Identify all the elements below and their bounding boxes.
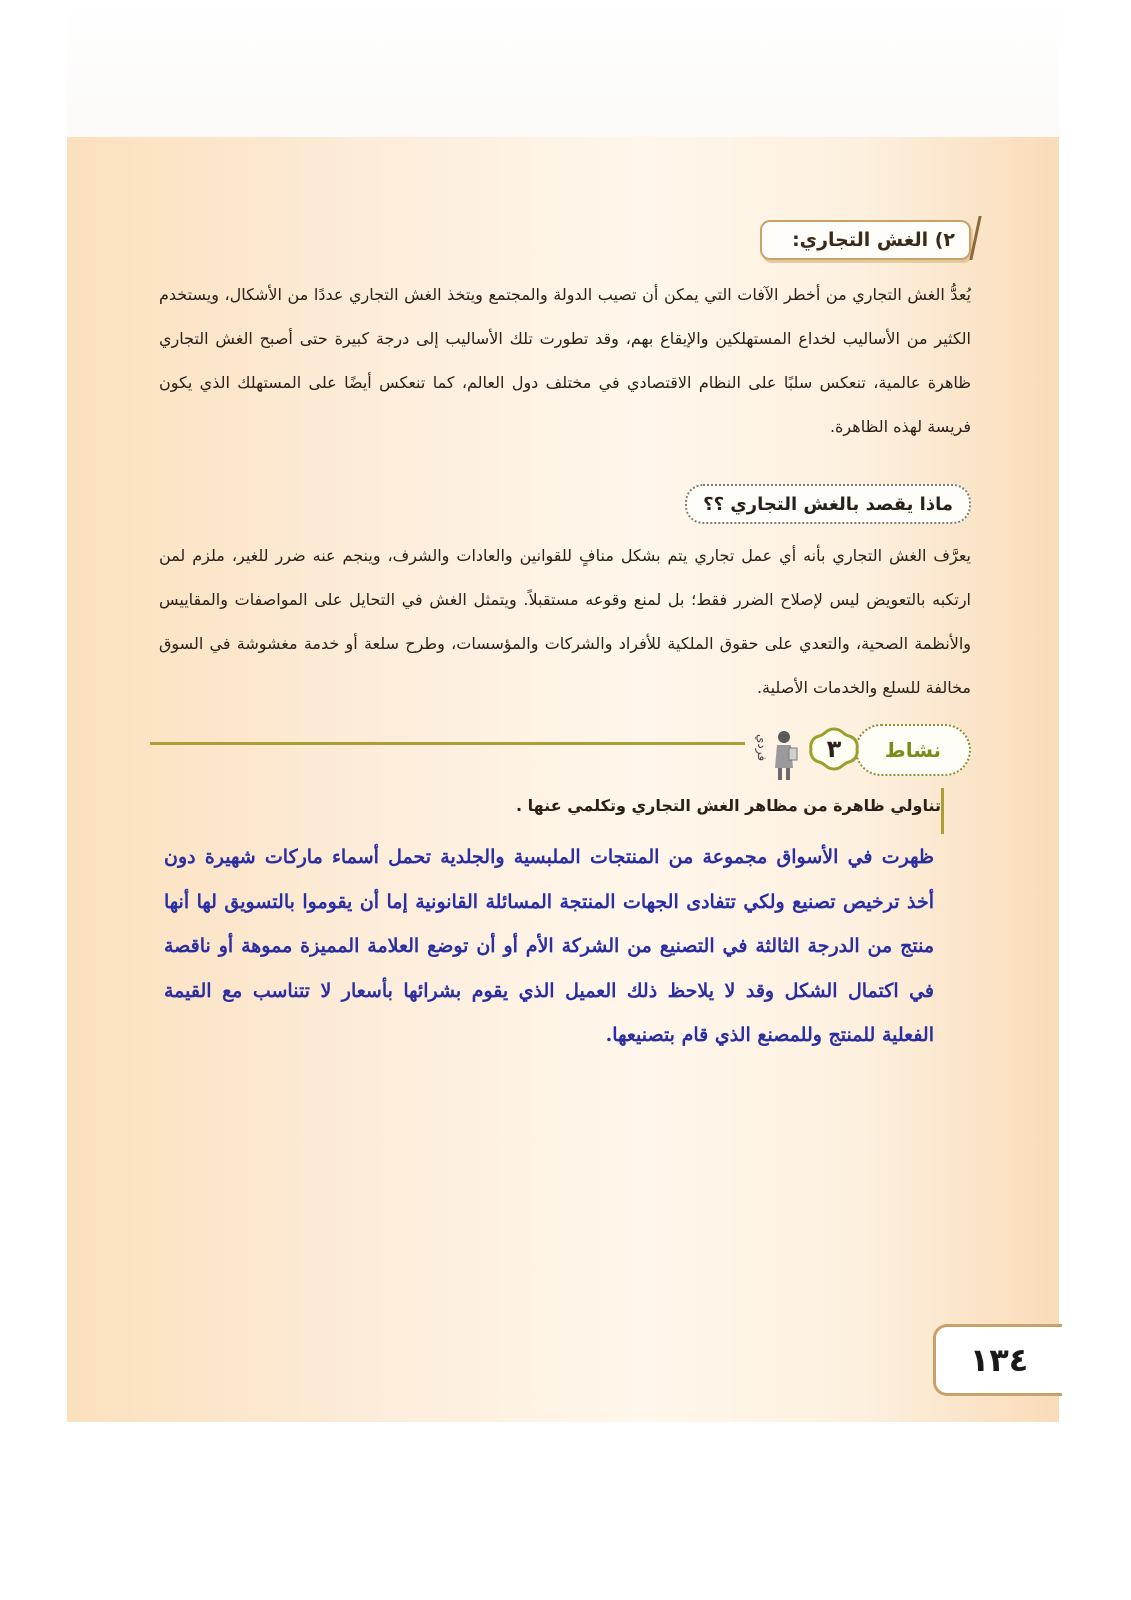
section-heading bbox=[760, 220, 971, 260]
definition-paragraph: يعرَّف الغش التجاري بأنه أي عمل تجاري يتم بشكل منافٍ للقوانين والعادات والشرف، وينجم عنه ضرر للغير، ملزم لمن ارتكبه بالتعويض ليس لإصلاح الضرر فقط؛ بل لمنع وقوعه مستقبلاً. ويتمثل الغش في التحايل على المواصفات والمقاييس والأنظمة الصحية، والتعدي على حقوق الملكية للأفراد والشركات والمؤسسات، وطرح سلعة أو خدمة مغشوشة في السوق مخالفة للسلع والخدمات الأصلية. bbox=[159, 546, 971, 697]
activity-divider bbox=[150, 742, 745, 745]
activity-type: فردي bbox=[755, 734, 769, 762]
top-margin bbox=[67, 0, 1059, 137]
activity-question: تناولي ظاهرة من مظاهر الغش التجاري وتكلمي عنها . bbox=[515, 796, 941, 815]
question-heading-text: ماذا يقصد بالغش التجاري ؟؟ bbox=[703, 493, 953, 515]
intro-paragraph: يُعدُّ الغش التجاري من أخطر الآفات التي يمكن أن تصيب الدولة والمجتمع ويتخذ الغش التجاري عددًا من الأشكال، ويستخدم الكثير من الأساليب لخداع المستهلكين والإيقاع بهم، وقد تطورت تلك الأساليب إلى درجة كبيرة حتى أصبح الغش التجاري ظاهرة عالمية، تنعكس سلبًا على النظام الاقتصادي في مختلف دول العالم، كما تنعكس أيضًا على المستهلك الذي يكون فريسة لهذه الظاهرة. bbox=[159, 285, 971, 436]
section-heading-text: ٢) الغش التجاري: bbox=[792, 229, 955, 251]
activity-side-bar bbox=[941, 788, 944, 834]
question-heading bbox=[685, 484, 971, 524]
handwritten-answer: ظهرت في الأسواق مجموعة من المنتجات الملبسية والجلدية تحمل أسماء ماركات شهيرة دون أخذ ترخيص تصنيع ولكي تتفادى الجهات المنتجة المسائلة القانونية إما أن يقوموا بالتسويق لها أنها منتج من الدرجة الثالثة في التصنيع من الشركة الأم أو أن توضع العلامة المميزة مموهة أو ناقصة في اكتمال الشكل وقد لا يلاحظ ذلك العميل الذي يقوم بشرائها بأسعار لا تتناسب مع القيمة الفعلية للمنتج وللمصنع الذي قام بتصنيعها. bbox=[164, 846, 934, 1046]
activity-number-badge bbox=[807, 726, 861, 772]
page-number-tab bbox=[933, 1324, 1062, 1396]
activity-badge bbox=[855, 724, 971, 776]
student-figure-icon bbox=[767, 728, 801, 782]
activity-number: ٣ bbox=[826, 735, 842, 763]
activity-label: نشاط bbox=[884, 738, 942, 762]
page-number: ١٣٤ bbox=[969, 1341, 1029, 1379]
